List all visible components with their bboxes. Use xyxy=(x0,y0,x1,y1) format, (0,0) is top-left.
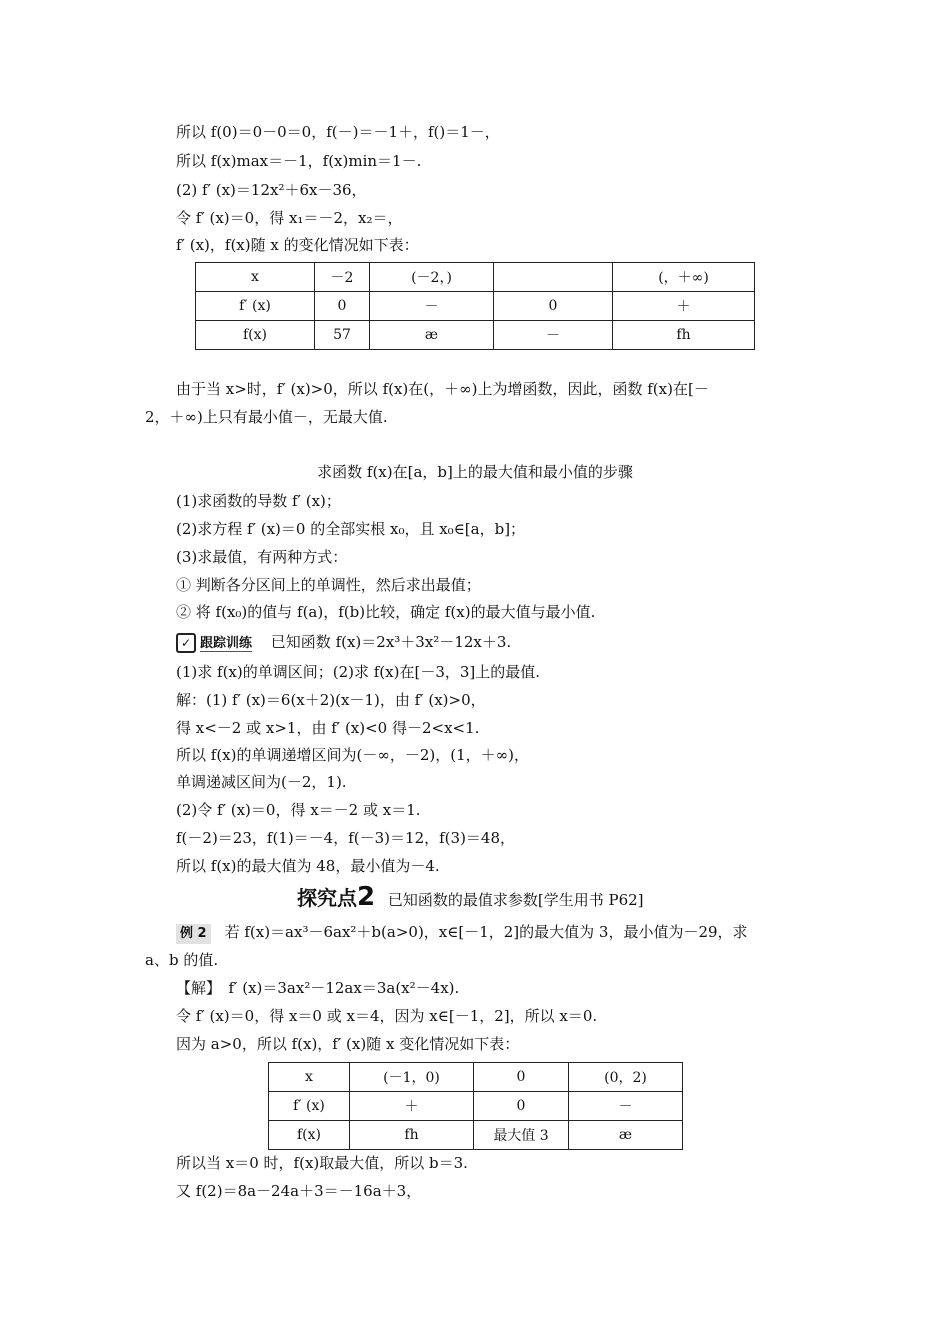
table-cell: f(x) xyxy=(269,1121,350,1150)
solution-line: 所以 f(x)的最大值为 48，最小值为－4. xyxy=(176,857,440,875)
paragraph-line: 2，＋∞)上只有最小值－，无最大值. xyxy=(145,408,388,426)
table-row xyxy=(269,1092,683,1121)
table-cell: (－1，0) xyxy=(350,1063,474,1092)
table-row xyxy=(196,263,755,292)
line: 所以 f(0)＝0－0＝0，f(－)＝－1＋，f()＝1－， xyxy=(176,123,500,141)
final-line: 又 f(2)＝8a－24a＋3＝－16a＋3， xyxy=(176,1182,422,1200)
tracking-text: 已知函数 f(x)＝2x³＋3x²－12x＋3. xyxy=(270,633,512,651)
paragraph-line: 由于当 x>时，f′ (x)>0，所以 f(x)在(，＋∞)上为增函数，因此，函数 f(x)在[－ xyxy=(176,380,709,398)
method-step: (1)求函数的导数 f′ (x)； xyxy=(176,492,341,510)
table-cell: x xyxy=(196,263,315,292)
solution-line: (2)令 f′ (x)＝0，得 x＝－2 或 x＝1. xyxy=(176,801,421,819)
example-solution-line: 【解】 f′ (x)＝3ax²－12ax＝3a(x²－4x). xyxy=(176,979,460,997)
table-cell: 0 xyxy=(494,292,613,321)
section-label: 探究点2 xyxy=(297,882,376,912)
line: (2) f′ (x)＝12x²＋6x－36， xyxy=(176,181,367,199)
table-row xyxy=(269,1121,683,1150)
method-step: (3)求最值，有两种方式： xyxy=(176,548,348,566)
solution-line: 所以 f(x)的单调递增区间为(－∞，－2)，(1，＋∞)， xyxy=(176,746,529,764)
method-title: 求函数 f(x)在[a，b]上的最大值和最小值的步骤 xyxy=(317,463,633,481)
tracking-label: 跟踪训练 xyxy=(200,636,253,651)
check-icon: ✓ xyxy=(176,633,196,653)
section-heading xyxy=(297,880,644,917)
line: f′ (x)，f(x)随 x 的变化情况如下表： xyxy=(176,236,419,254)
table-cell: f′ (x) xyxy=(269,1092,350,1121)
variation-table-1 xyxy=(195,262,755,350)
table-cell: － xyxy=(370,292,494,321)
table-cell: 0 xyxy=(474,1063,569,1092)
table-cell: ＋ xyxy=(350,1092,474,1121)
variation-table-2 xyxy=(268,1062,683,1150)
example-solution-line: 令 f′ (x)＝0，得 x＝0 或 x＝4，因为 x∈[－1，2]，所以 x＝0. xyxy=(176,1007,598,1025)
solution-line: 解：(1) f′ (x)＝6(x＋2)(x－1)，由 f′ (x)>0， xyxy=(176,691,486,709)
table-cell: －2 xyxy=(315,263,370,292)
example-badge: 例 2 xyxy=(176,924,211,944)
table-cell: x xyxy=(269,1063,350,1092)
method-step: ① 判断各分区间上的单调性，然后求出最值； xyxy=(176,576,481,594)
table-cell: － xyxy=(494,321,613,350)
solution-line: f(－2)＝23，f(1)＝－4，f(－3)＝12，f(3)＝48， xyxy=(176,829,516,847)
table-row xyxy=(269,1063,683,1092)
table-cell: 57 xyxy=(315,321,370,350)
solution-line: 得 x<－2 或 x>1，由 f′ (x)<0 得－2<x<1. xyxy=(176,719,480,737)
final-line: 所以当 x＝0 时，f(x)取最大值，所以 b＝3. xyxy=(176,1154,468,1172)
table-row xyxy=(196,321,755,350)
table-cell: 最大值 3 xyxy=(474,1121,569,1150)
table-cell xyxy=(494,263,613,292)
table-cell: 0 xyxy=(474,1092,569,1121)
table-cell: (，＋∞) xyxy=(613,263,755,292)
table-cell: fh xyxy=(350,1121,474,1150)
line: 令 f′ (x)＝0，得 x₁＝－2，x₂＝， xyxy=(176,209,403,227)
table-cell: æ xyxy=(370,321,494,350)
tracking-training xyxy=(176,632,511,654)
table-cell: 0 xyxy=(315,292,370,321)
method-step: ② 将 f(x₀)的值与 f(a)，f(b)比较，确定 f(x)的最大值与最小值. xyxy=(176,603,596,621)
table-cell: æ xyxy=(569,1121,683,1150)
example-line: a、b 的值. xyxy=(145,951,219,969)
example-line: 例 2 若 f(x)＝ax³－6ax²＋b(a>0)，x∈[－1，2]的最大值为 3，最小值为－29，求 xyxy=(176,922,748,944)
solution-line: (1)求 f(x)的单调区间；(2)求 f(x)在[－3，3]上的最值. xyxy=(176,663,541,681)
section-title: 已知函数的最值求参数[学生用书 P62] xyxy=(387,891,644,909)
table-cell: f′ (x) xyxy=(196,292,315,321)
solution-line: 单调递减区间为(－2，1). xyxy=(176,773,347,791)
table-cell: fh xyxy=(613,321,755,350)
table-row xyxy=(196,292,755,321)
table-cell: ＋ xyxy=(613,292,755,321)
line: 所以 f(x)max＝－1，f(x)min＝1－. xyxy=(176,152,422,170)
example-solution-line: 因为 a>0，所以 f(x)，f′ (x)随 x 变化情况如下表： xyxy=(176,1035,520,1053)
table-cell: － xyxy=(569,1092,683,1121)
table-cell: f(x) xyxy=(196,321,315,350)
table-cell: (0，2) xyxy=(569,1063,683,1092)
method-step: (2)求方程 f′ (x)＝0 的全部实根 x₀，且 x₀∈[a，b]； xyxy=(176,520,526,538)
table-cell: (－2，) xyxy=(370,263,494,292)
